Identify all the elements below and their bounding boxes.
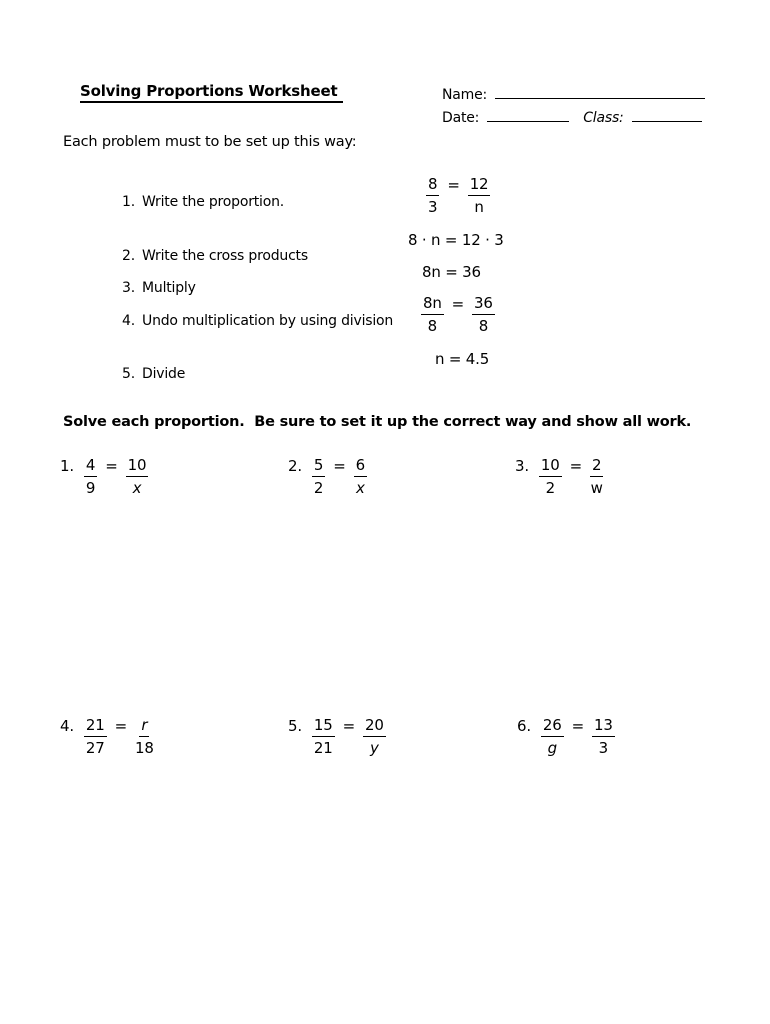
fraction-denominator: x <box>355 479 365 497</box>
fraction-denominator: g <box>547 739 557 757</box>
equals-sign: = <box>447 176 460 194</box>
equals-sign: = <box>569 457 582 475</box>
step-5-text: Divide <box>142 366 186 382</box>
fraction-denominator: 21 <box>313 739 333 757</box>
page-title <box>63 66 343 116</box>
fraction-denominator: 3 <box>428 198 438 216</box>
fraction-numerator: 10 <box>539 456 562 477</box>
fraction-numerator: 8 <box>426 175 439 196</box>
fraction-numerator: 36 <box>472 294 495 315</box>
step-1-text: Write the proportion. <box>142 194 285 210</box>
equals-sign: = <box>114 717 127 735</box>
fraction <box>363 716 386 758</box>
fraction-denominator: 2 <box>313 479 324 497</box>
class-blank-line <box>632 107 702 122</box>
fraction-denominator: w <box>590 479 603 497</box>
step-2-number: 2. <box>122 248 135 264</box>
fraction-denominator: 18 <box>134 739 154 757</box>
step-2-text: Write the cross products <box>142 248 308 264</box>
equals-sign: = <box>342 717 355 735</box>
fraction <box>312 456 325 498</box>
fraction-denominator: 3 <box>598 739 608 757</box>
step-3-number: 3. <box>122 280 135 296</box>
equals-sign: = <box>451 295 465 313</box>
problem-4 <box>60 716 154 758</box>
fraction-denominator: x <box>132 479 142 497</box>
step-1-label <box>105 178 284 226</box>
fraction-numerator: 2 <box>590 456 603 477</box>
name-label: Name: <box>442 87 488 103</box>
fraction-numerator: 13 <box>592 716 615 737</box>
problem-number: 4. <box>60 717 74 735</box>
step-4-number: 4. <box>122 313 135 329</box>
fraction-numerator: 26 <box>541 716 564 737</box>
fraction <box>472 294 495 336</box>
step-5-number: 5. <box>122 366 135 382</box>
step-4-math <box>421 294 495 336</box>
problem-6 <box>517 716 615 758</box>
problem-number: 5. <box>288 717 302 735</box>
date-class-row <box>425 91 702 142</box>
fraction <box>541 716 564 758</box>
step-1-math <box>426 175 490 217</box>
date-label: Date: <box>442 110 480 126</box>
step-3-text: Multiply <box>142 280 196 296</box>
problem-number: 6. <box>517 717 531 735</box>
class-label: Class: <box>583 110 624 126</box>
problem-number: 1. <box>60 457 74 475</box>
fraction <box>354 456 367 498</box>
fraction <box>126 456 149 498</box>
step-4-text: Undo multiplication by using division <box>142 313 394 329</box>
fraction-numerator: 8n <box>421 294 444 315</box>
step-1-number: 1. <box>122 194 135 210</box>
step-4-label <box>105 297 393 345</box>
fraction-denominator: 2 <box>545 479 555 497</box>
problem-3 <box>515 456 603 498</box>
equals-sign: = <box>333 457 346 475</box>
problem-2 <box>288 456 367 498</box>
fraction <box>84 456 97 498</box>
fraction-numerator: 5 <box>312 456 325 477</box>
fraction-denominator: y <box>369 739 379 757</box>
problem-5 <box>288 716 386 758</box>
page-title-text: Solving Proportions Worksheet <box>80 82 343 103</box>
fraction-numerator: 12 <box>468 175 491 196</box>
equals-sign: = <box>105 457 118 475</box>
fraction <box>539 456 562 498</box>
fraction-numerator: 4 <box>84 456 97 477</box>
fraction <box>84 716 107 758</box>
fraction <box>312 716 335 758</box>
fraction-denominator: 8 <box>478 317 489 335</box>
intro-text: Each problem must to be set up this way: <box>63 134 357 150</box>
fraction-denominator: n <box>474 198 484 216</box>
fraction-denominator: 9 <box>85 479 96 497</box>
step-2-math: 8 · n = 12 · 3 <box>408 231 504 249</box>
problem-1 <box>60 456 148 498</box>
fraction-numerator: 10 <box>126 456 149 477</box>
fraction <box>592 716 615 758</box>
date-blank-line <box>487 107 569 122</box>
fraction-numerator: 15 <box>312 716 335 737</box>
fraction-numerator: r <box>139 716 149 737</box>
fraction <box>421 294 444 336</box>
step-5-label <box>105 350 185 398</box>
fraction-denominator: 8 <box>427 317 437 335</box>
fraction <box>590 456 603 498</box>
problem-number: 2. <box>288 457 302 475</box>
fraction-denominator: 27 <box>85 739 105 757</box>
equals-sign: = <box>571 717 584 735</box>
fraction <box>426 175 439 217</box>
fraction-numerator: 6 <box>354 456 367 477</box>
fraction-numerator: 21 <box>84 716 107 737</box>
solve-instruction: Solve each proportion. Be sure to set it up the correct way and show all work. <box>63 414 692 430</box>
step-3-math: 8n = 36 <box>422 263 481 281</box>
step-5-math: n = 4.5 <box>435 350 490 368</box>
fraction-numerator: 20 <box>363 716 386 737</box>
problem-number: 3. <box>515 457 529 475</box>
fraction <box>135 716 154 758</box>
fraction <box>468 175 491 217</box>
